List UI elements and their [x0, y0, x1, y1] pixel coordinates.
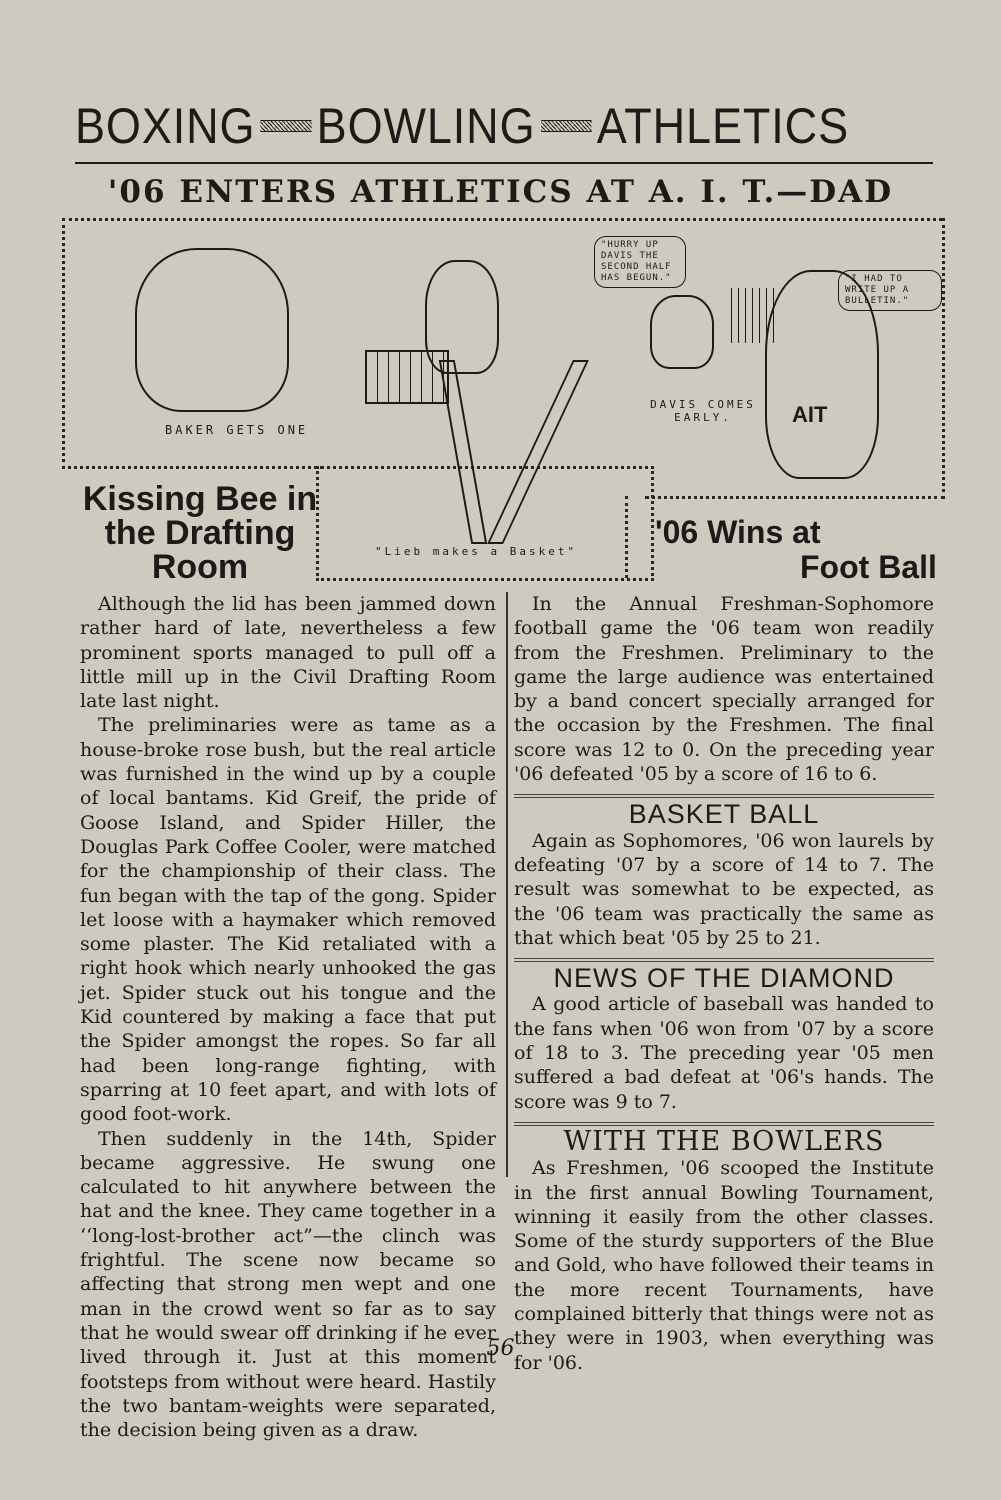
ornamental-border: [625, 496, 628, 578]
hatched-divider: [261, 120, 311, 132]
header-rule: [75, 162, 933, 164]
ladder-leg: [487, 360, 589, 544]
cartoon-caption: DAVIS COMES EARLY.: [650, 398, 756, 424]
speech-bubble: "HURRY UP DAVIS THE SECOND HALF HAS BEGUN.": [594, 236, 686, 288]
column-divider: [506, 592, 508, 1177]
ladder-leg: [439, 360, 487, 544]
section-rule: [514, 794, 934, 798]
section-rule: [514, 958, 934, 962]
heading-bowlers: WITH THE BOWLERS: [563, 1125, 885, 1157]
article-kissing-bee: [80, 592, 496, 1442]
article-diamond: A good article of baseball was handed to the fans when '06 won from '07 by a score of 18 to 3. The preceding year '05 men suffered a bad defeat at '06's hands. The score was 9 to 7.: [514, 993, 934, 1113]
masthead-bowling: BOWLING: [316, 98, 536, 154]
article-football: In the Annual Freshman-Sophomore football game the '06 team won readily from the Freshmen. Preliminary to the game the large audience was entertained by a band concert specially arranged for the occasion by the Freshmen. The final score was 12 to 0. On the preceding year '06 defeated '05 by a score of 16 to 6.: [514, 593, 934, 786]
cartoon-caption: BAKER GETS ONE: [165, 423, 309, 437]
basketball-illustration: [345, 240, 605, 540]
right-column: [514, 592, 934, 1375]
paragraph: Although the lid has been jammed down rather hard of late, nevertheless a few prominent sports managed to pull off a little mill up in the Civil Drafting Room late last night.: [80, 593, 496, 713]
heading-diamond: NEWS OF THE DIAMOND: [553, 963, 895, 994]
player-figure: [425, 260, 499, 374]
davis-figure: [765, 270, 879, 479]
headline-football-line2: Foot Ball: [800, 549, 937, 585]
headline-football-line1: '06 Wins at: [655, 514, 821, 550]
cartoon-panel-baker: [62, 218, 323, 469]
paragraph: The preliminaries were as tame as a house-broke rose bush, but the real article was furnished in the wind up by a couple of local bantams. Kid Greif, the pride of Goose Island, and Spider Hiller, the Douglas Park Coffee Cooler, were matched for the championship of their class. The fun began with the tap of the gong. Spider let loose with a haymaker which removed some plaster. The Kid retaliated with a right hook which nearly unhooked the gas jet. Spider stuck out his tongue and the Kid countered by making a face that put the Spider amongst the ropes. So far all had been long-range fighting, with sparring at 10 feet apart, and with lots of good foot-work.: [80, 714, 496, 1126]
masthead-athletics: ATHLETICS: [596, 98, 849, 154]
players-illustration: [650, 295, 714, 369]
article-bowlers: As Freshmen, '06 scooped the Institute in the first annual Bowling Tournament, winning it easily from the other classes. Some of the sturdy supporters of the Blue and Gold, who have followed their teams in the more recent Tournaments, have complained bitterly that things were not as they were in 1903, when everything was for '06.: [514, 1157, 934, 1374]
masthead-boxing: BOXING: [75, 98, 256, 154]
article-basketball: Again as Sophomores, '06 won laurels by defeating '07 by a score of 14 to 7. The result was somewhat to be expected, as the '06 team was practically the same as that which beat '05 by 25 to 21.: [514, 829, 934, 949]
cartoon-caption: "Lieb makes a Basket": [375, 545, 578, 558]
speech-bubble: "I HAD TO WRITE UP A BULLETIN.": [838, 270, 942, 311]
bag-label: AIT: [792, 402, 828, 427]
hatched-divider: [541, 120, 591, 132]
boxer-illustration: [135, 248, 289, 412]
page-number: 56: [486, 1336, 515, 1361]
page-subtitle: '06 ENTERS ATHLETICS AT A. I. T.—DAD: [107, 174, 894, 210]
masthead: [75, 95, 849, 157]
paragraph: Then suddenly in the 14th, Spider became aggressive. He swung one calculated to hit anywhere between the hat and the knee. They came together in a ‘‘long-lost-brother act”—the clinch was frightful. The scene now became so affecting that strong men wept and one man in the crowd went so far as to say that he would swear off drinking if he ever lived through it. Just at this moment footsteps from without were heard. Hastily the two bantam-weights were separated, the decision being given as a draw.: [80, 1127, 496, 1442]
headline-kissing-bee: Kissing Bee in the Drafting Room: [82, 480, 318, 586]
heading-basketball: BASKET BALL: [628, 799, 820, 830]
